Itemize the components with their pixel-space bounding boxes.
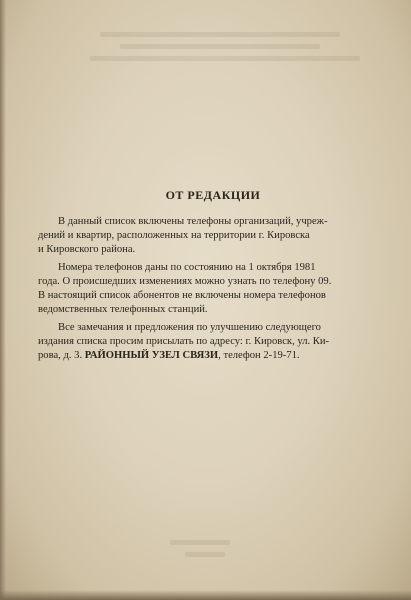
bleed-through-line: [100, 32, 340, 37]
editorial-note: [38, 188, 388, 367]
bleed-through-line: [120, 44, 320, 49]
page-edge-shadow-bottom: [0, 590, 411, 600]
bleed-through-line: [185, 552, 225, 557]
text-line: В данный список включены телефоны организаций, учреж-: [58, 216, 328, 227]
text-line: года. О происшедших изменениях можно узнать по телефону 09.: [38, 276, 332, 287]
paragraph-scope: [38, 215, 388, 257]
address-text: рова, д. 3.: [38, 350, 85, 361]
text-line: и Кировского района.: [38, 244, 136, 255]
text-line: ведомственных телефонных станций.: [38, 304, 208, 315]
text-line: издания списка просим присылать по адресу: г. Кировск, ул. Ки-: [38, 336, 330, 347]
text-line: Номера телефонов даны по состоянию на 1 октября 1981: [58, 262, 316, 273]
paragraph-date: [38, 261, 388, 317]
page-edge-shadow-left: [0, 0, 6, 600]
organization-name: РАЙОННЫЙ УЗЕЛ СВЯЗИ: [84, 350, 219, 361]
bleed-through-line: [90, 56, 360, 61]
page-title: ОТ РЕДАКЦИИ: [165, 188, 261, 202]
text-line: дений и квартир, расположенных на территории г. Кировска: [38, 230, 310, 241]
phone-text: , телефон 2-19-71.: [218, 350, 300, 361]
text-line: Все замечания и предложения по улучшению следующего: [58, 322, 321, 333]
text-line: В настоящий список абонентов не включены номера телефонов: [38, 290, 326, 301]
bleed-through-line: [170, 540, 230, 545]
paragraph-feedback: [38, 321, 388, 363]
text-line: [38, 349, 388, 363]
